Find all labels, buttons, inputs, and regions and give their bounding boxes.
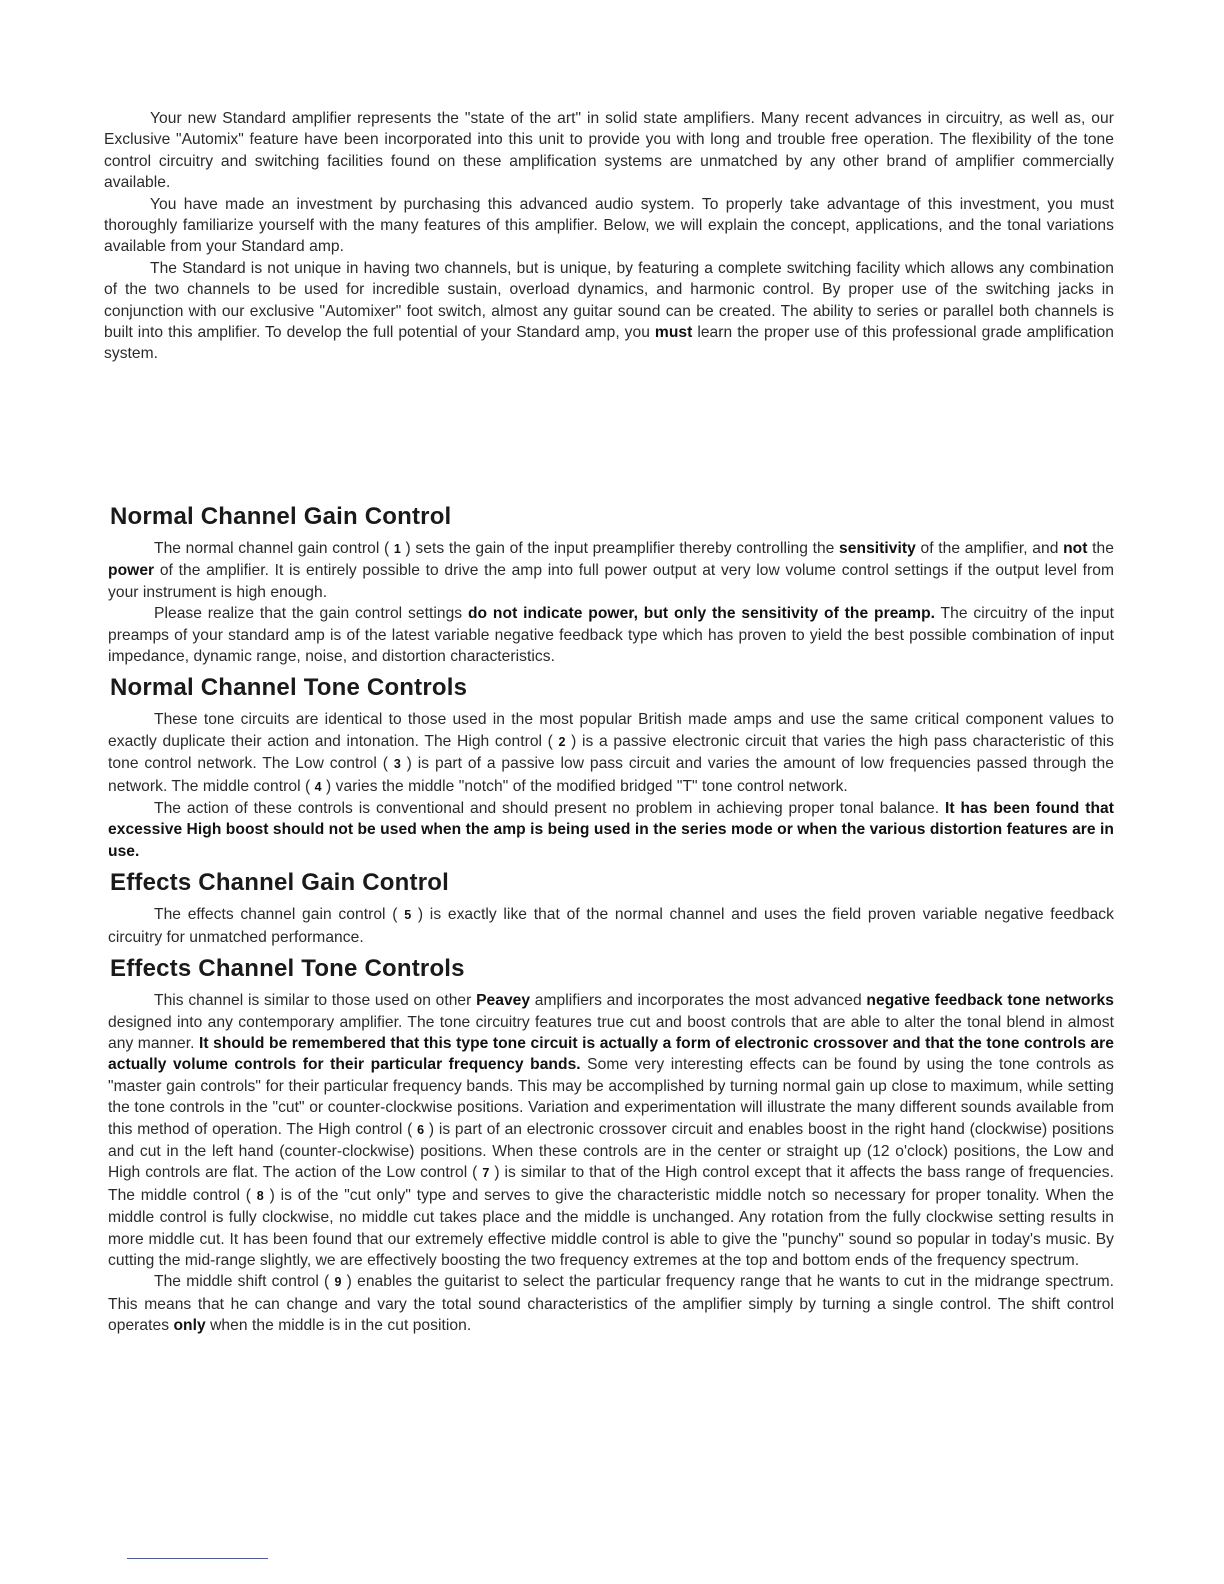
intro-section [104, 108, 1114, 365]
section-heading: Normal Channel Tone Controls [110, 674, 468, 702]
intro-paragraph-3: The Standard is not unique in having two channels, but is unique, by featuring a complete switching facility which allows any combination of the two channels to be used for incredible sustain, overload dynamics, and harmonic control. By proper use of the switching jacks in conjunction with our exclusive "Automixer" foot switch, almost any guitar sound can be created. The ability to series or parallel both channels is built into this amplifier. To develop the full potential of your Standard amp, you must learn the proper use of this professional grade amplification system. [104, 259, 1115, 363]
section-normal-channel-gain [108, 502, 1114, 667]
body-paragraph: Please realize that the gain control settings do not indicate power, but only the sensitivity of the preamp. The circuitry of the input preamps of your standard amp is of the latest variable negative feedback type which has proven to yield the best possible combination of input impedance, dynamic range, noise, and distortion characteristics. [108, 605, 1114, 666]
body-paragraph: These tone circuits are identical to those used in the most popular British made amps and use the same critical component values to exactly duplicate their action and intonation. The High control ( 2 ) is a passive electronic circuit that varies the high pass characteristic of this tone control network. The Low control ( 3 ) is part of a passive low pass circuit and varies the amount of low frequencies passed through the network. The middle control ( 4 ) varies the middle "notch" of the modified bridged "T" tone control network. [108, 711, 1114, 795]
body-paragraph: The middle shift control ( 9 ) enables the guitarist to select the particular frequency range that he wants to cut in the midrange spectrum. This means that he can change and vary the total sound characteristics of the amplifier simply by turning a single control. The shift control operates only when the middle is in the cut position. [108, 1273, 1114, 1335]
control-number: 2 [558, 734, 566, 749]
control-number: 3 [393, 757, 401, 772]
controls-sections [108, 502, 1114, 1343]
section-effects-channel-gain [108, 868, 1114, 948]
control-number: 8 [256, 1188, 264, 1203]
body-paragraph: The effects channel gain control ( 5 ) is exactly like that of the normal channel and uses the field proven variable negative feedback circuitry for unmatched performance. [108, 906, 1114, 946]
control-number: 4 [314, 779, 322, 794]
section-effects-channel-tone [108, 954, 1114, 1337]
intro-paragraph-2: You have made an investment by purchasing this advanced audio system. To properly take advantage of this investment, you must thoroughly familiarize yourself with the many features of this amplifier. Below, we will explain the concept, applications, and the tonal variations available from your Standard amp. [104, 195, 1114, 256]
emphasis-must: must [654, 324, 693, 342]
control-number: 7 [482, 1166, 490, 1181]
body-paragraph: The action of these controls is conventional and should present no problem in achieving proper tonal balance. It has been found that excessive High boost should not be used when the amp is being used in the series mode or when the various distortion features are in use. [108, 800, 1114, 860]
section-heading: Effects Channel Gain Control [110, 869, 449, 897]
section-heading: Effects Channel Tone Controls [110, 955, 465, 983]
body-paragraph: The normal channel gain control ( 1 ) sets the gain of the input preamplifier thereby controlling the sensitivity of the amplifier, and not the power of the amplifier. It is entirely possible to drive the amp into full power output at very low volume control settings if the output level from your instrument is high enough. [108, 540, 1114, 601]
intro-paragraph-1: Your new Standard amplifier represents the "state of the art" in solid state amplifiers. Many recent advances in circuitry, as well as, our Exclusive "Automix" feature have been incorporated into this unit to provide you with long and trouble free operation. The flexibility of the tone control circuitry and switching facilities found on these amplification systems are unmatched by any other brand of amplifier commercially available. [104, 110, 1114, 192]
control-number: 1 [393, 542, 401, 556]
body-paragraph: This channel is similar to those used on other Peavey amplifiers and incorporates the most advanced negative feedback tone networks designed into any contemporary amplifier. The tone circuitry features true cut and boost controls that are able to alter the tonal blend in almost any manner. It should be remembered that this type tone circuit is actually a form of electronic crossover and that the tone controls are actually volume controls for their particular frequency bands. Some very interesting effects can be found by using the tone controls as "master gain controls" for their particular frequency bands. This may be accomplished by turning normal gain up close to maximum, while setting the tone controls in the "cut" or counter-clockwise positions. Variation and experimentation will illustrate the many different sounds available from this method of operation. The High control ( 6 ) is part of an electronic crossover circuit and enables boost in the right hand (clockwise) positions and cut in the left hand (counter-clockwise) positions. When these controls are in the center or straight up (12 o'clock) positions, the Low and High controls are flat. The action of the Low control ( 7 ) is similar to that of the High control except that it affects the bass range of frequencies. The middle control ( 8 ) is of the "cut only" type and serves to give the characteristic middle notch so necessary for proper tonality. When the middle control is fully clockwise, no middle cut takes place and the middle is unchanged. Any rotation from the fully clockwise setting results in more middle cut. It has been found that our extremely effective middle control is able to give the "punchy" sound so popular in today's music. By cutting the mid-range slightly, we are effectively boosting the two frequency extremes at the top and bottom ends of the frequency spectrum. [108, 992, 1115, 1269]
footnote-divider [127, 1558, 268, 1559]
section-heading: Normal Channel Gain Control [110, 503, 452, 530]
control-number: 5 [404, 908, 412, 923]
control-number: 9 [334, 1275, 342, 1290]
section-normal-channel-tone [108, 673, 1114, 862]
control-number: 6 [417, 1122, 425, 1137]
